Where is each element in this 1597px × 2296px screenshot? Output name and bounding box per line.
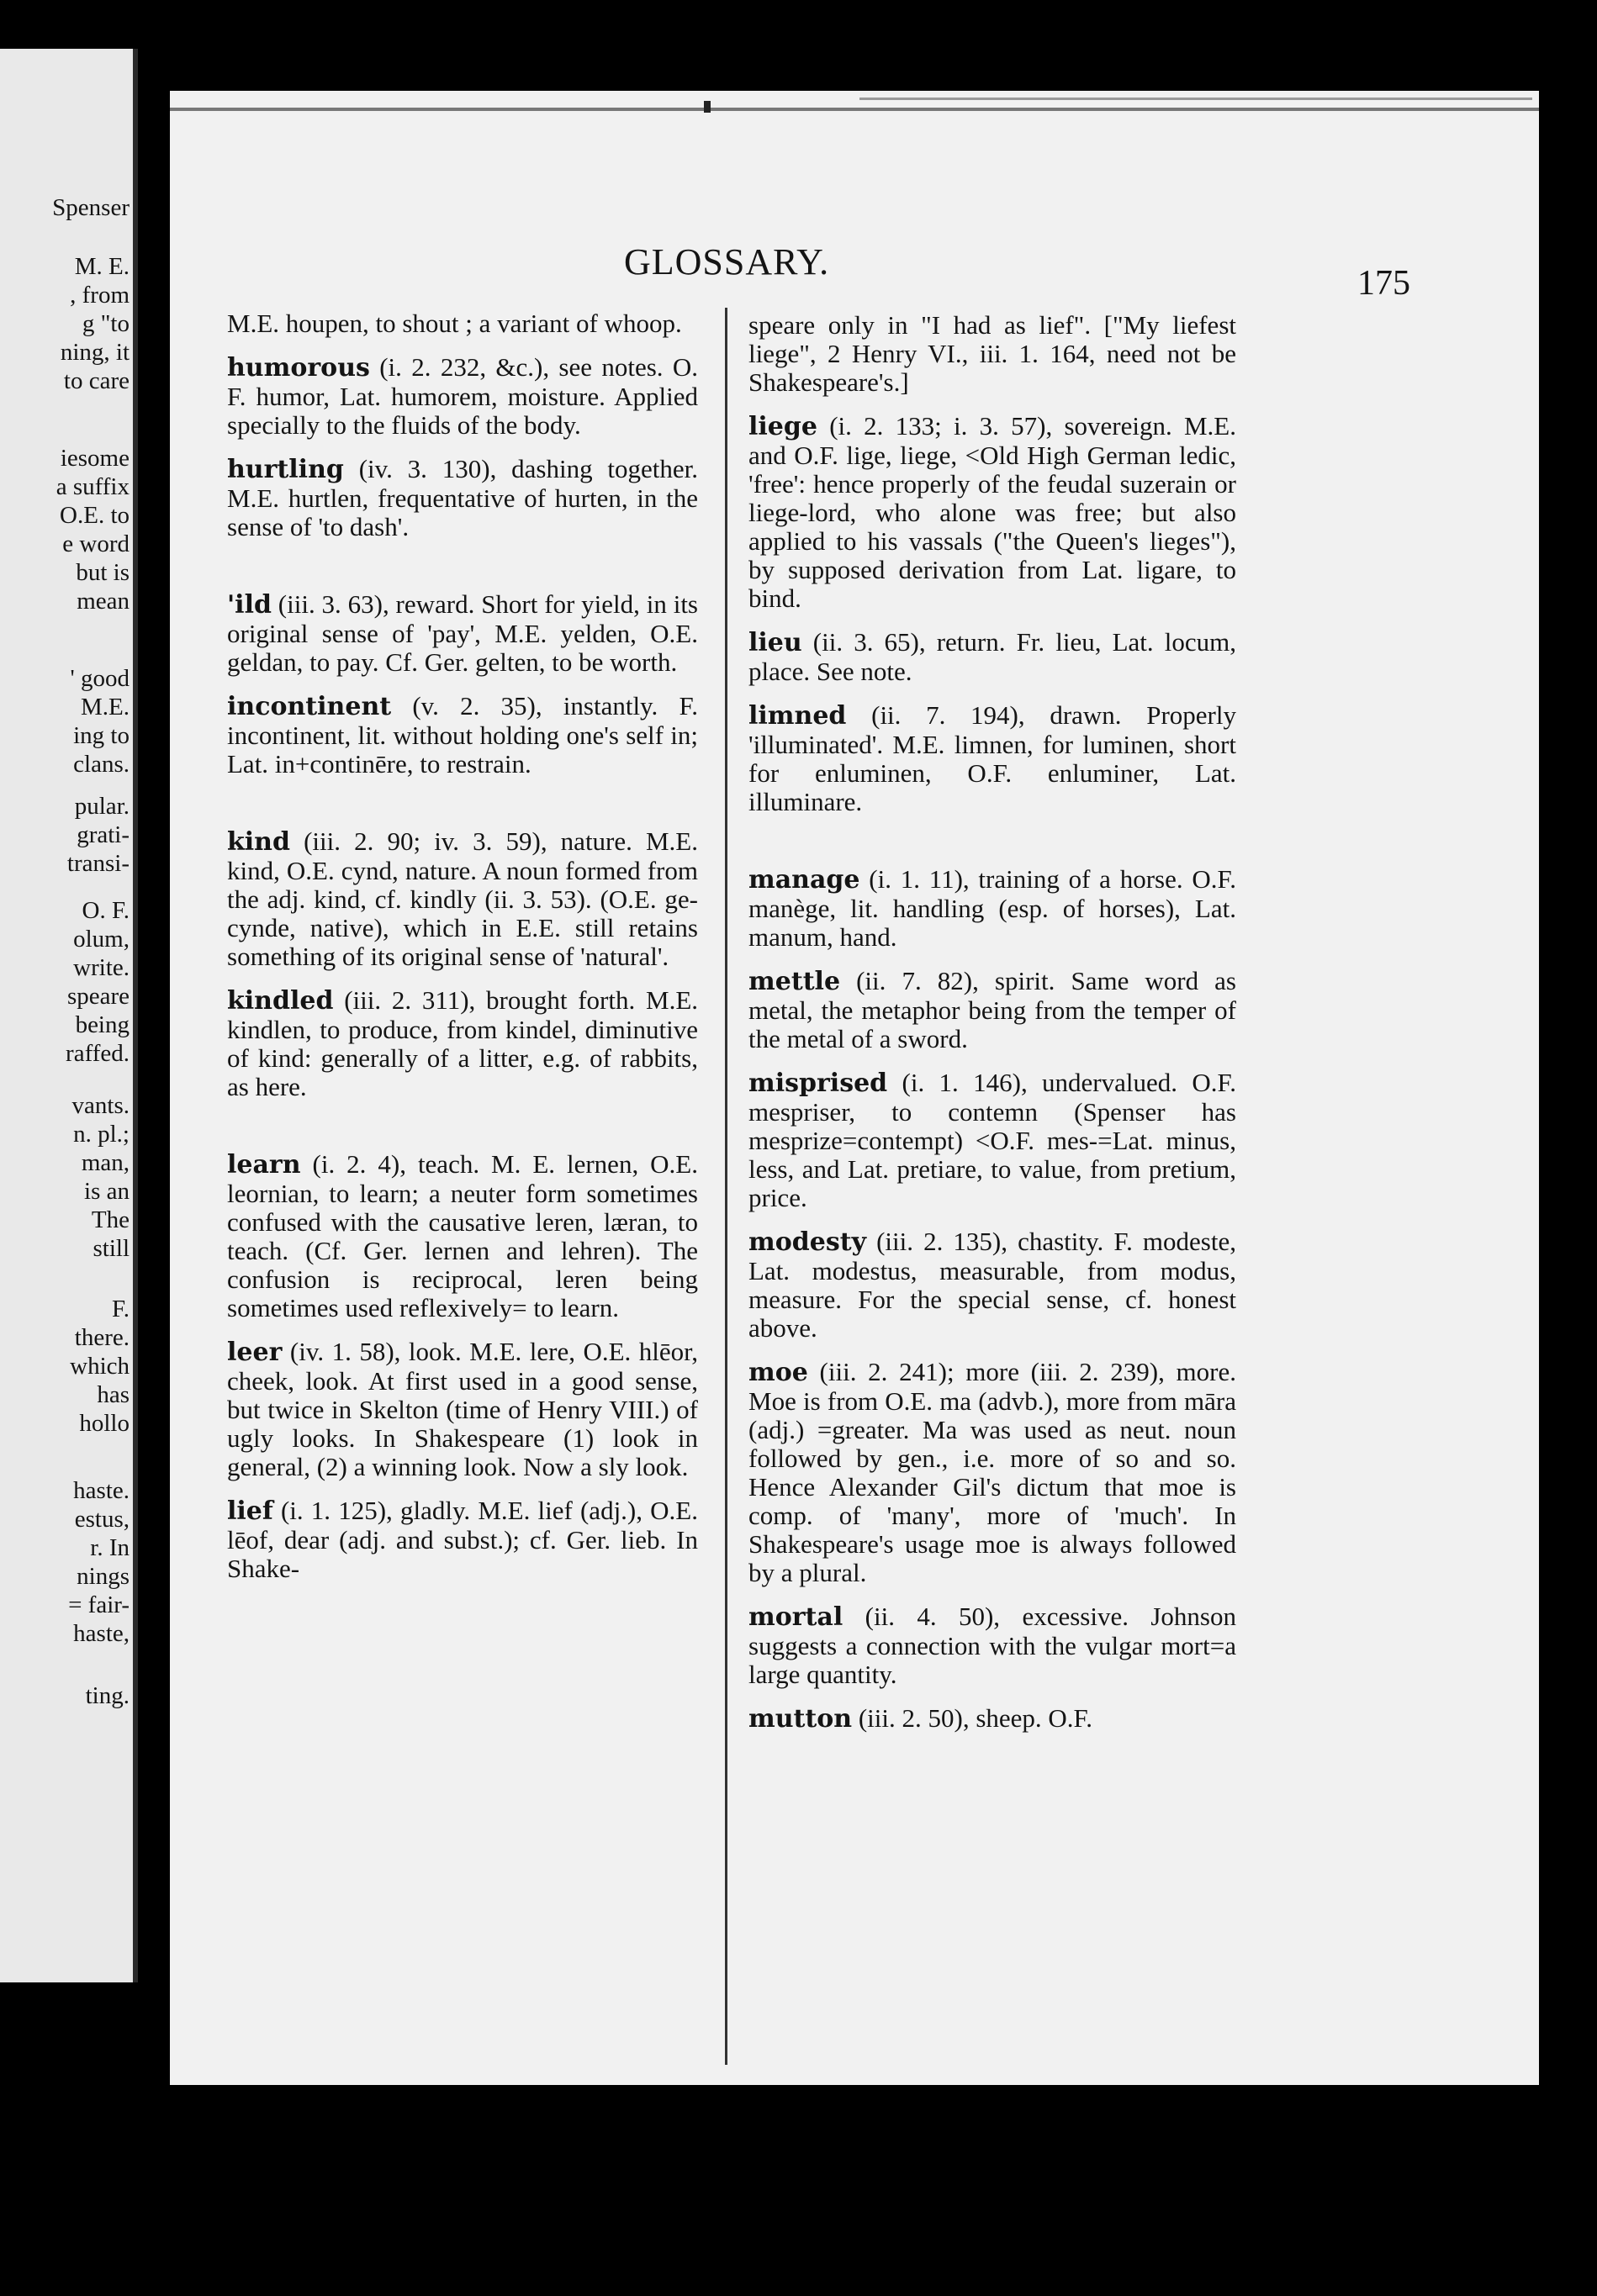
facing-page-line: e word: [62, 530, 130, 557]
facing-page-line: iesome: [60, 445, 130, 472]
facing-page-line: g "to: [82, 310, 130, 337]
facing-page-line: transi-: [66, 850, 130, 877]
section-gap: [227, 1116, 698, 1150]
headword: liege: [748, 412, 817, 441]
headword: misprised: [748, 1069, 888, 1098]
headword: incontinent: [227, 692, 392, 721]
glossary-entry: [748, 701, 1236, 816]
definition: (iii. 2. 135), chastity. F. modeste, Lat. modestus, measurable, from modus, measure. For the special sense, cf. honest above.: [748, 1227, 1236, 1343]
facing-page-line: F.: [111, 1296, 130, 1322]
definition: (i. 2. 232, &c.), see notes. O. F. humor, Lat. humorem, moisture. Applied specially to the fluids of the body.: [227, 352, 698, 440]
facing-page-line: , from: [70, 282, 130, 309]
glossary-entry: [748, 1227, 1236, 1343]
headword: kind: [227, 827, 290, 857]
facing-page-line: Spenser: [52, 194, 130, 221]
column-rule: [725, 308, 727, 2065]
right-column: [748, 311, 1236, 1749]
facing-page-line: ting.: [85, 1682, 130, 1709]
headword: kindled: [227, 986, 334, 1016]
facing-page-line: grati-: [77, 821, 130, 848]
headword: manage: [748, 865, 860, 895]
definition: (i. 1. 125), gladly. M.E. lief (adj.), O.E. lēof, dear (adj. and subst.); cf. Ger. lieb. In Shake-: [227, 1496, 698, 1583]
headword: modesty: [748, 1227, 866, 1257]
facing-page-line: M. E.: [74, 253, 130, 280]
glossary-entry: [748, 1704, 1236, 1734]
facing-page-line: pular.: [74, 793, 130, 820]
definition: (i. 2. 133; i. 3. 57), sovereign. M.E. and O.F. lige, liege, <Old High German ledic, 'free': hence properly of the feudal suzerain or liege-lord, who alone was free; but also applied to his vassals ("the Queen's lieges"), by supposed derivation from Lat. ligare, to bind.: [748, 411, 1236, 613]
glossary-entry: [227, 590, 698, 677]
facing-page-line: ing to: [73, 722, 130, 749]
facing-page-line: O. F.: [82, 897, 130, 924]
glossary-entry: [748, 1358, 1236, 1587]
facing-page-line: = fair-: [68, 1591, 130, 1618]
definition: (iii. 2. 311), brought forth. M.E. kindlen, to produce, from kindel, diminutive of kind: generally of a litter, e.g. of rabbits, as here.: [227, 985, 698, 1101]
definition: (ii. 3. 65), return. Fr. lieu, Lat. locum, place. See note.: [748, 627, 1236, 686]
glossary-entry: [227, 353, 698, 440]
section-gap: [748, 831, 1236, 865]
definition: (ii. 7. 82), spirit. Same word as metal, the metaphor being from the temper of the metal of a sword.: [748, 966, 1236, 1053]
facing-page-line: write.: [73, 954, 130, 981]
glossary-entry: [227, 1338, 698, 1481]
facing-page-line: O.E. to: [60, 502, 130, 529]
facing-page-line: a suffix: [56, 473, 130, 500]
headword: 'ild: [227, 590, 272, 620]
definition: speare only in "I had as lief". ["My liefest liege", 2 Henry VI., iii. 1. 164, need not be Shakespeare's.]: [748, 310, 1236, 397]
facing-page-line: raffed.: [66, 1040, 130, 1067]
facing-page-line: The: [91, 1206, 130, 1233]
facing-page-line: mean: [77, 588, 130, 615]
facing-page-line: r. In: [90, 1534, 130, 1561]
facing-page-line: still: [93, 1235, 130, 1262]
facing-page-line: olum,: [73, 926, 130, 953]
facing-page-fragment: [0, 49, 138, 1982]
definition: (iv. 3. 130), dashing together. M.E. hurtlen, frequentative of hurten, in the sense of 'to dash'.: [227, 454, 698, 541]
glossary-entry: [748, 412, 1236, 613]
facing-page-line: man,: [81, 1149, 130, 1176]
glossary-entry: [227, 309, 698, 338]
definition: (ii. 7. 194), drawn. Properly 'illuminated'. M.E. limnen, for luminen, short for enluminen, O.F. enluminer, Lat. illuminare.: [748, 700, 1236, 816]
facing-page-line: has: [97, 1381, 130, 1408]
headword: leer: [227, 1338, 283, 1367]
glossary-entry: [748, 628, 1236, 686]
headword: mettle: [748, 967, 841, 996]
facing-page-line: to care: [63, 367, 130, 394]
glossary-entry: [227, 1496, 698, 1583]
headword: moe: [748, 1358, 808, 1387]
headword: limned: [748, 701, 847, 731]
definition: (iii. 2. 50), sheep. O.F.: [852, 1703, 1093, 1733]
glossary-entry: [748, 967, 1236, 1053]
section-gap: [227, 557, 698, 590]
headword: mutton: [748, 1704, 853, 1734]
facing-page-line: haste.: [73, 1477, 130, 1504]
facing-page-line: being: [75, 1011, 130, 1038]
facing-page-line: estus,: [74, 1506, 130, 1533]
top-rule: [170, 108, 1539, 111]
page-number: 175: [1357, 264, 1410, 303]
facing-page-line: ' good: [70, 665, 130, 692]
facing-page-line: speare: [66, 983, 130, 1010]
glossary-entry: [748, 865, 1236, 952]
definition: (iii. 2. 241); more (iii. 2. 239), more. Moe is from O.E. ma (advb.), more from māra (adj.) =greater. Ma was used as neut. noun followed by gen., i.e. more of so and so. Hence Alexander Gil's dictum that moe is comp. of 'many', more of 'much'. In Shakespeare's usage moe is always followed by a plural.: [748, 1357, 1236, 1587]
facing-page-line: there.: [74, 1324, 130, 1351]
definition: (i. 1. 11), training of a horse. O.F. manège, lit. handling (esp. of horses), Lat. manum, hand.: [748, 864, 1236, 952]
left-column: [227, 309, 698, 1598]
definition: (iii. 2. 90; iv. 3. 59), nature. M.E. kind, O.E. cynd, nature. A noun formed from the adj. kind, cf. kindly (ii. 3. 53). (O.E. ge-cynde, native), which in E.E. still retains something of its original sense of 'natural'.: [227, 826, 698, 971]
facing-page-line: vants.: [71, 1092, 130, 1119]
page-mark: [704, 101, 711, 113]
headword: humorous: [227, 353, 370, 383]
headword: hurtling: [227, 455, 344, 484]
definition: M.E. houpen, to shout ; a variant of whoop.: [227, 309, 682, 338]
glossary-entry: [227, 986, 698, 1101]
facing-page-line: which: [70, 1353, 130, 1380]
glossary-page: [170, 91, 1539, 2085]
definition: (v. 2. 35), instantly. F. incontinent, lit. without holding one's self in; Lat. in+continēre, to restrain.: [227, 691, 698, 779]
facing-page-line: M.E.: [81, 694, 130, 720]
definition: (i. 2. 4), teach. M. E. lernen, O.E. leornian, to learn; a neuter form sometimes confused with the causative leren, læran, to teach. (Cf. Ger. lernen and lehren). The confusion is reciprocal, leren being sometimes used reflexively= to learn.: [227, 1149, 698, 1322]
definition: (iv. 1. 58), look. M.E. lere, O.E. hlēor, cheek, look. At first used in a good sense, but twice in Skelton (time of Henry VIII.) of ugly looks. In Shakespeare (1) look in general, (2) a winning look. Now a sly look.: [227, 1337, 698, 1481]
facing-page-line: nings: [77, 1563, 130, 1590]
glossary-entry: [748, 1602, 1236, 1689]
facing-page-line: hollo: [79, 1410, 130, 1437]
headword: lief: [227, 1496, 273, 1526]
facing-page-line: but is: [76, 559, 130, 586]
facing-page-line: n. pl.;: [73, 1121, 130, 1148]
facing-page-line: ning, it: [60, 339, 130, 366]
facing-page-line: is an: [84, 1178, 130, 1205]
section-gap: [227, 794, 698, 827]
glossary-entry: [748, 1069, 1236, 1212]
glossary-entry: [748, 311, 1236, 397]
definition: (i. 1. 146), undervalued. O.F. mespriser, to contemn (Spenser has mesprize=contempt) <O.F. mes-=Lat. minus, less, and Lat. pretiare, to value, from pretium, price.: [748, 1068, 1236, 1212]
top-rule-secondary: [859, 98, 1532, 100]
facing-page-line: clans.: [73, 751, 130, 778]
facing-page-line: haste,: [73, 1620, 130, 1647]
glossary-entry: [227, 827, 698, 971]
glossary-entry: [227, 1150, 698, 1322]
glossary-entry: [227, 455, 698, 541]
definition: (ii. 4. 50), excessive. Johnson suggests a connection with the vulgar mort=a large quantity.: [748, 1602, 1236, 1689]
headword: mortal: [748, 1602, 843, 1632]
running-head: GLOSSARY.: [624, 241, 830, 282]
glossary-entry: [227, 692, 698, 779]
headword: lieu: [748, 628, 802, 657]
definition: (iii. 3. 63), reward. Short for yield, in its original sense of 'pay', M.E. yelden, O.E. geldan, to pay. Cf. Ger. gelten, to be worth.: [227, 589, 698, 677]
headword: learn: [227, 1150, 301, 1180]
